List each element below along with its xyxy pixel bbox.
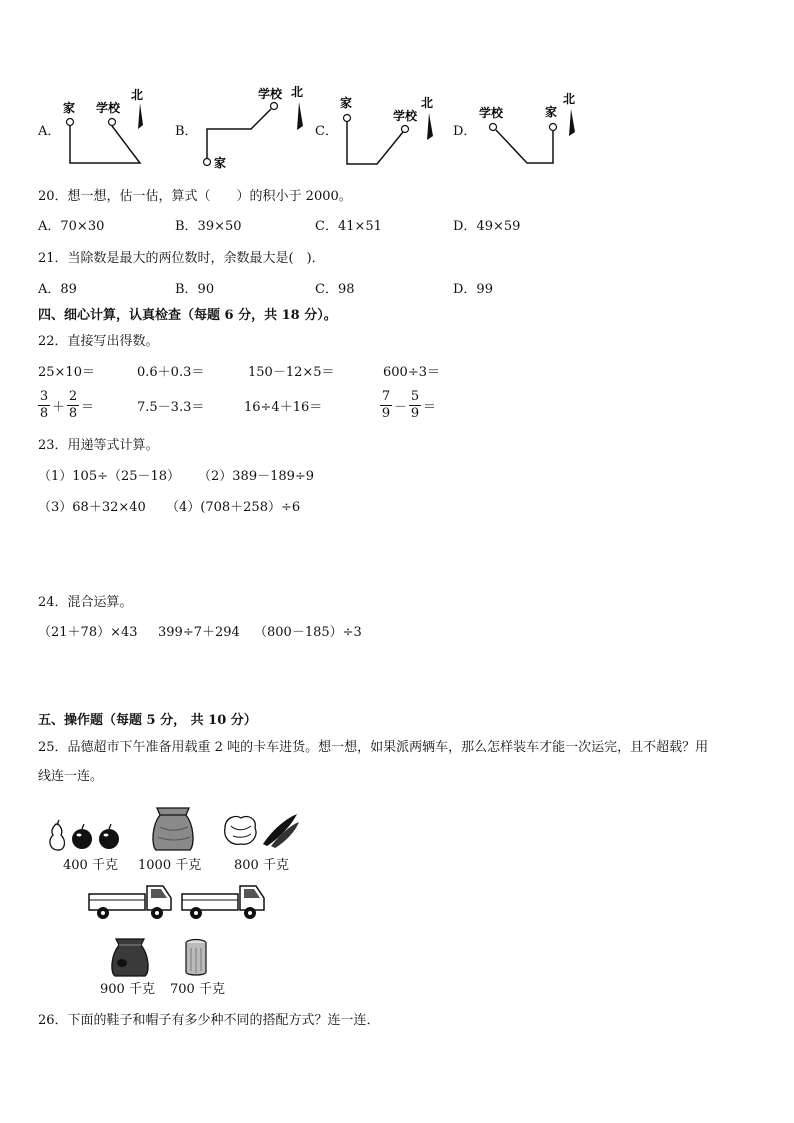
home-marker — [67, 119, 74, 126]
school-marker — [109, 119, 116, 126]
route-path — [496, 130, 553, 163]
goods-weight-label: 1000 千克 — [138, 858, 202, 873]
q23-item-3: （3）68＋32×40 — [38, 500, 146, 515]
route-path — [347, 122, 403, 164]
q21-option-a[interactable]: A．89 — [38, 282, 77, 297]
q19-option-b-letter[interactable]: B． — [175, 124, 198, 139]
school-label: 学校 — [96, 101, 121, 115]
q21-option-b[interactable]: B．90 — [175, 282, 215, 297]
fruit-icon[interactable] — [46, 818, 124, 852]
q22-item-2: 0.6＋0.3＝ — [137, 365, 205, 380]
route-path — [207, 109, 271, 158]
fraction: 2 8 — [68, 389, 78, 421]
q26-text: 26．下面的鞋子和帽子有多少种不同的搭配方式？连一连． — [38, 1013, 380, 1028]
school-label: 学校 — [258, 87, 283, 101]
equals-sign: ＝ — [423, 400, 437, 415]
north-arrow-icon — [569, 109, 575, 136]
home-label: 家 — [545, 105, 558, 119]
goods-weight-label: 700 千克 — [170, 982, 225, 997]
q19-option-d-diagram[interactable] — [475, 85, 585, 170]
fraction: 3 8 — [39, 389, 49, 421]
north-label: 北 — [563, 92, 576, 106]
north-label: 北 — [131, 88, 144, 102]
q23-item-4: （4）(708＋258）÷6 — [166, 500, 301, 515]
school-marker — [490, 124, 497, 131]
goods-weight-label: 400 千克 — [63, 858, 118, 873]
truck-icon[interactable] — [180, 880, 268, 922]
minus-sign: － — [394, 400, 408, 415]
barrel-icon[interactable] — [183, 938, 209, 978]
q22-item-7: 16÷4＋16＝ — [244, 400, 323, 415]
truck-icon[interactable] — [87, 880, 175, 922]
q22-text: 22．直接写出得数。 — [38, 334, 159, 349]
q20-option-a[interactable]: A．70×30 — [38, 219, 105, 234]
north-arrow-icon — [138, 103, 143, 129]
vegetables-icon[interactable] — [221, 810, 301, 850]
q22-item-1: 25×10＝ — [38, 365, 95, 380]
q20-text: 20．想一想，估一估，算式（ ）的积小于 2000。 — [38, 189, 352, 204]
q19-option-c-diagram[interactable] — [335, 88, 445, 168]
fraction: 5 9 — [410, 389, 420, 421]
q22-item-4: 600÷3＝ — [383, 365, 440, 380]
q25-text-line2: 线连一连。 — [38, 769, 104, 784]
q20-option-c[interactable]: C．41×51 — [315, 219, 382, 234]
q21-option-c[interactable]: C．98 — [315, 282, 355, 297]
sack-icon[interactable] — [148, 803, 198, 853]
q23-item-1: （1）105÷（25－18） — [38, 469, 181, 484]
school-label: 学校 — [479, 106, 504, 120]
q24-text: 24．混合运算。 — [38, 595, 133, 610]
section5-heading: 五、操作题（每题 5 分， 共 10 分） — [38, 713, 257, 728]
plus-sign: ＋ — [52, 400, 66, 415]
q22-item-6: 7.5－3.3＝ — [137, 400, 205, 415]
home-marker — [344, 115, 351, 122]
sack-icon[interactable] — [108, 935, 152, 979]
home-label: 家 — [214, 156, 227, 170]
home-marker — [204, 159, 211, 166]
school-marker — [271, 103, 278, 110]
home-marker — [550, 124, 557, 131]
north-arrow-icon — [427, 113, 433, 140]
north-label: 北 — [291, 85, 304, 99]
q21-option-d[interactable]: D．99 — [453, 282, 493, 297]
q24-item-3: （800－185）÷3 — [254, 625, 362, 640]
q23-text: 23．用递等式计算。 — [38, 438, 159, 453]
q24-item-2: 399÷7＋294 — [158, 625, 240, 640]
fraction: 7 9 — [381, 389, 391, 421]
home-label: 家 — [340, 96, 353, 110]
q21-text: 21．当除数是最大的两位数时，余数最大是( )． — [38, 251, 325, 266]
q19-option-b-diagram[interactable] — [195, 82, 315, 172]
home-label: 家 — [63, 101, 76, 115]
school-marker — [402, 126, 409, 133]
q19-option-c-letter[interactable]: C． — [315, 124, 338, 139]
q24-item-1: （21＋78）×43 — [38, 625, 138, 640]
equals-sign: ＝ — [81, 400, 95, 415]
goods-weight-label: 800 千克 — [234, 858, 289, 873]
q20-option-b[interactable]: B．39×50 — [175, 219, 242, 234]
north-arrow-icon — [297, 102, 303, 130]
school-label: 学校 — [393, 109, 418, 123]
route-path — [70, 126, 140, 163]
q22-item-3: 150－12×5＝ — [248, 365, 335, 380]
q20-option-d[interactable]: D．49×59 — [453, 219, 521, 234]
section4-heading: 四、细心计算，认真检查（每题 6 分，共 18 分）。 — [38, 308, 337, 323]
q19-option-a-letter[interactable]: A． — [38, 124, 61, 139]
goods-weight-label: 900 千克 — [100, 982, 155, 997]
q25-text-line1: 25．品德超市下午准备用载重 2 吨的卡车进货。想一想，如果派两辆车，那么怎样装车才能一次运完，且不超载？用 — [38, 740, 709, 755]
q23-item-2: （2）389－189÷9 — [198, 469, 315, 484]
q19-option-d-letter[interactable]: D． — [453, 124, 477, 139]
q19-option-a-diagram[interactable] — [60, 85, 155, 165]
north-label: 北 — [421, 96, 434, 110]
